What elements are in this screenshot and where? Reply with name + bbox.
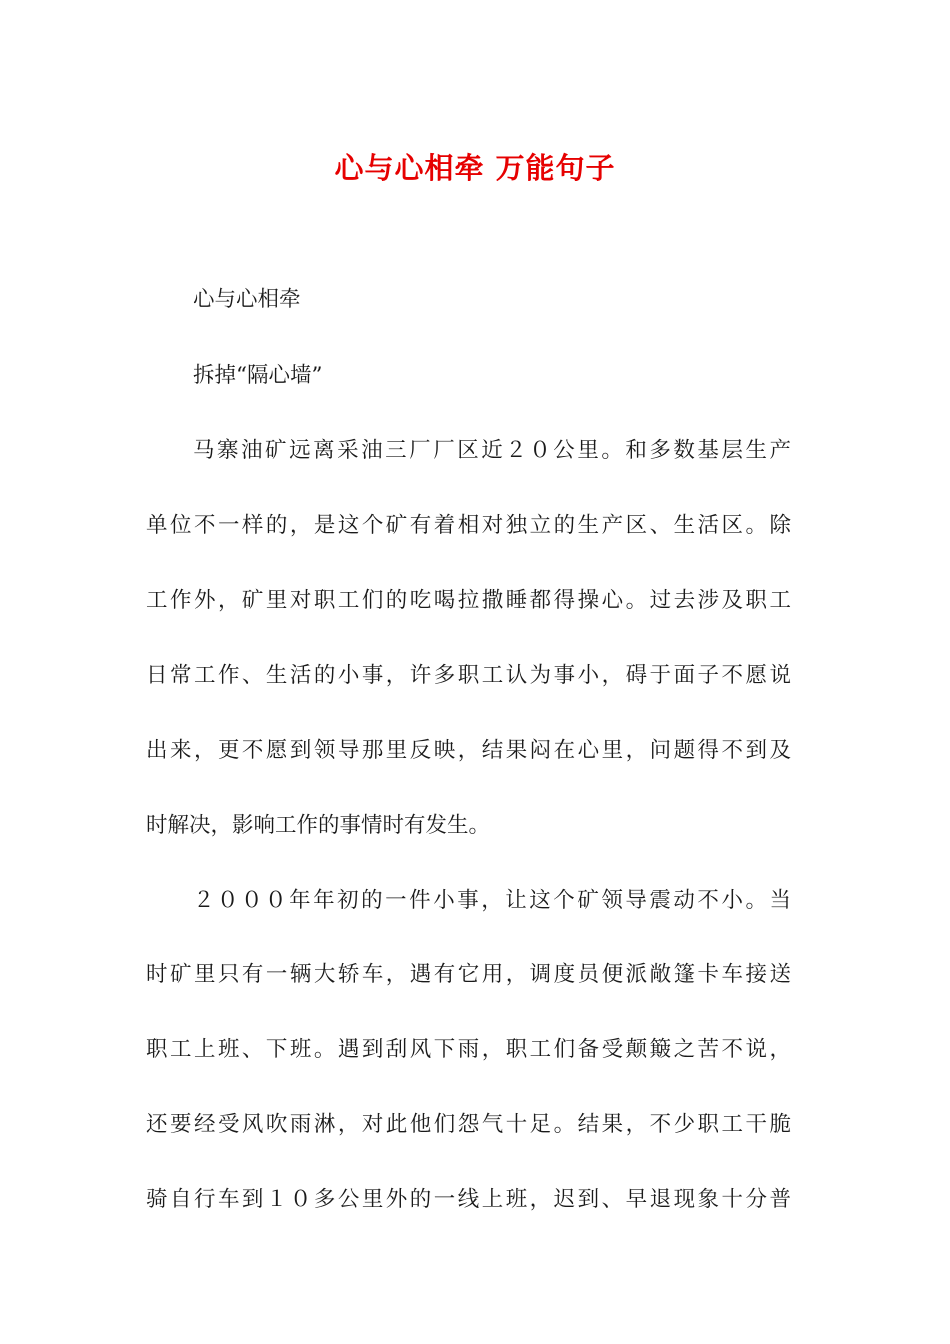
paragraph-line: 单位不一样的，是这个矿有着相对独立的生产区、生活区。除 [146,513,791,538]
paragraph-line: 时解决，影响工作的事情时有发生。 [146,813,491,838]
subtitle-line: 心与心相牵 [193,287,301,312]
subtitle-line: 拆掉“隔心墙” [193,363,323,388]
paragraph-line: 骑自行车到１０多公里外的一线上班，迟到、早退现象十分普 [146,1187,791,1212]
paragraph-line: 出来，更不愿到领导那里反映，结果闷在心里，问题得不到及 [146,738,791,763]
paragraph-line: 马寨油矿远离采油三厂厂区近２０公里。和多数基层生产 [193,438,791,463]
paragraph-line: 工作外，矿里对职工们的吃喝拉撒睡都得操心。过去涉及职工 [146,588,791,613]
paragraph-line: 职工上班、下班。遇到刮风下雨，职工们备受颠簸之苦不说， [146,1037,791,1062]
paragraph-line: 日常工作、生活的小事，许多职工认为事小，碍于面子不愿说 [146,663,791,688]
paragraph-line: 还要经受风吹雨淋，对此他们怨气十足。结果，不少职工干脆 [146,1112,791,1137]
paragraph-line: ２０００年年初的一件小事，让这个矿领导震动不小。当 [193,888,791,913]
paragraph-line: 时矿里只有一辆大轿车，遇有它用，调度员便派敞篷卡车接送 [146,962,791,987]
document-title: 心与心相牵 万能句子 [334,151,616,185]
